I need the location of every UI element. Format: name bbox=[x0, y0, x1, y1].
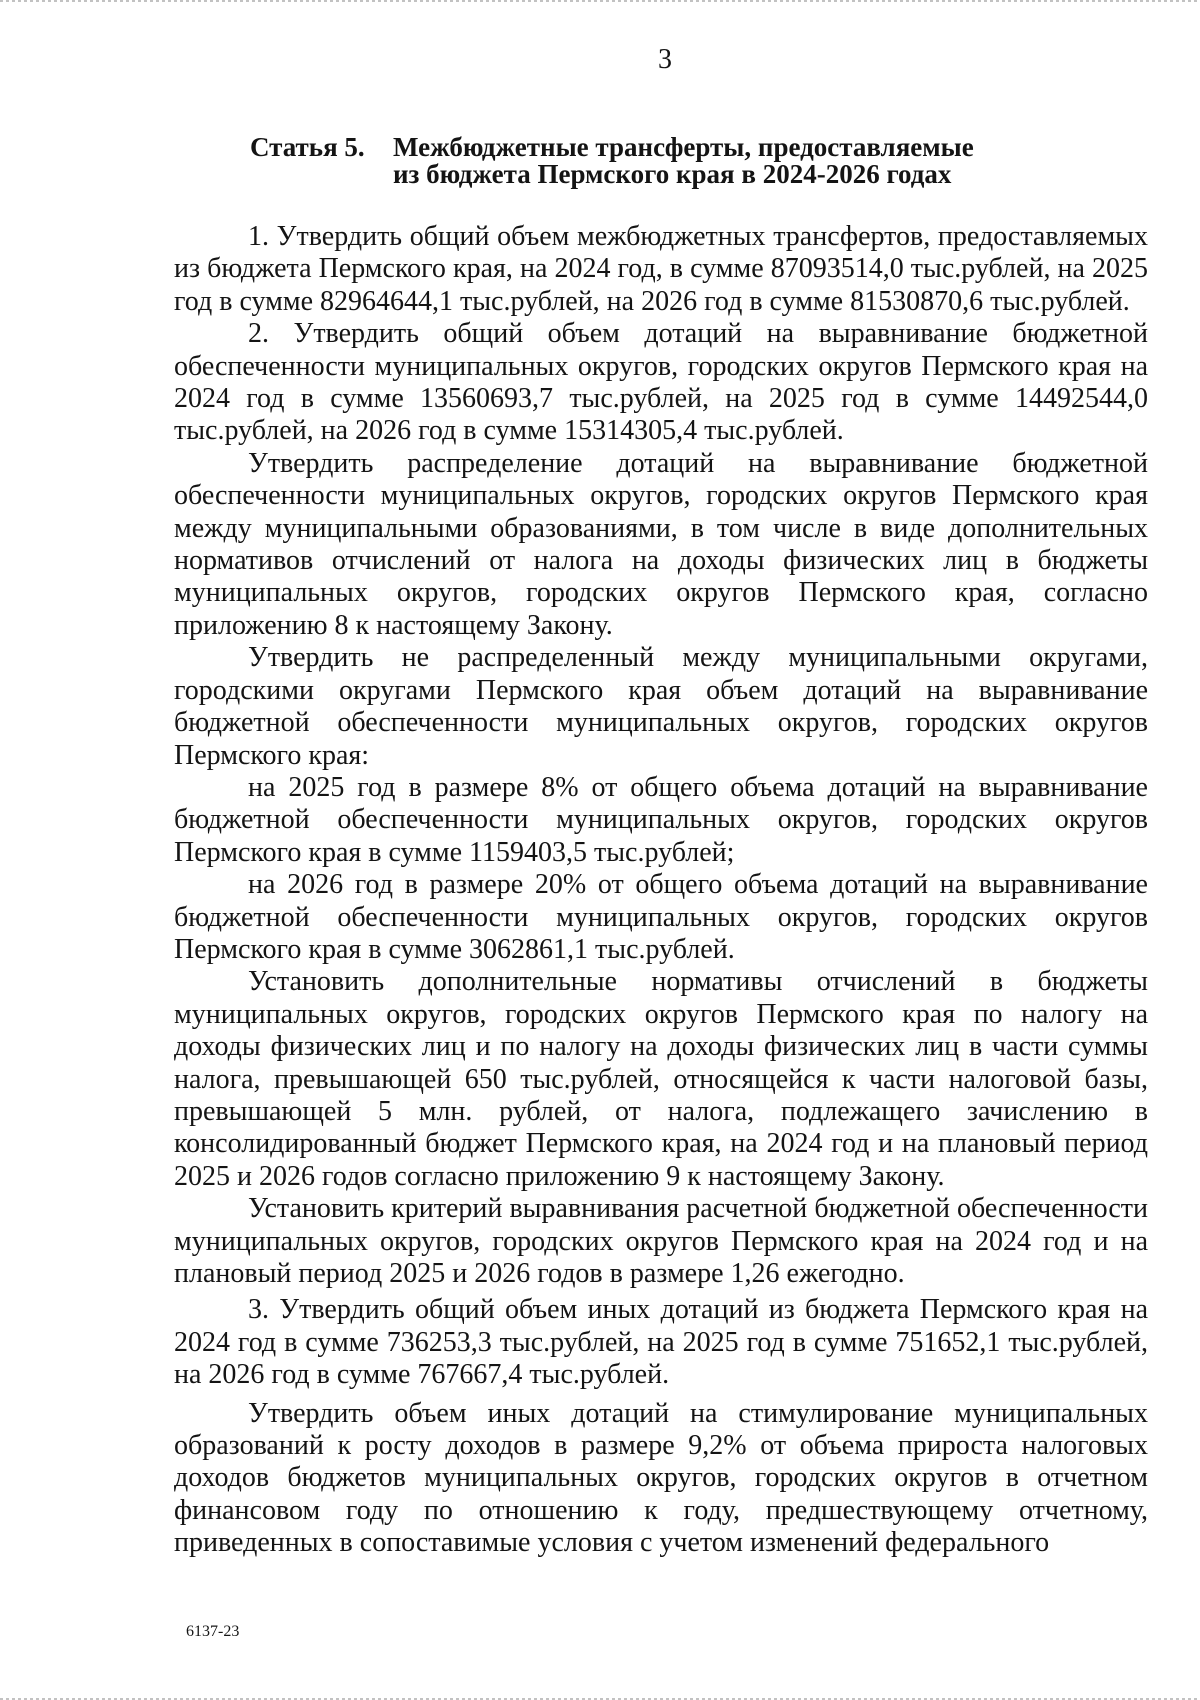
paragraph-subsidy-distribution: Утвердить распределение дотаций на выравнивание бюджетной обеспеченности муниципальных округов, городских округов Пермского края между муниципальными образованиями, в том числе в виде дополнительных нормативов отчислений от налога на доходы физических лиц в бюджеты муниципальных округов, городских округов Пермского края, согласно приложению 8 к настоящему Закону. bbox=[174, 447, 1148, 641]
article-heading-row bbox=[250, 134, 974, 161]
article-title-line2: из бюджета Пермского края в 2024-2026 годах bbox=[393, 159, 952, 189]
scan-edge-top bbox=[0, 0, 1200, 2]
paragraph-1-total-transfers: 1. Утвердить общий объем межбюджетных трансфертов, предоставляемых из бюджета Пермского края, на 2024 год, в сумме 87093514,0 тыс.рублей, на 2025 год в сумме 82964644,1 тыс.рублей, на 2026 год в сумме 81530870,6 тыс.рублей. bbox=[174, 221, 1148, 317]
article-heading bbox=[250, 134, 974, 188]
page-number: 3 bbox=[658, 44, 672, 75]
paragraph-stimulation-subsidies: Утвердить объем иных дотаций на стимулирование муниципальных образований к росту доходов в размере 9,2% от объема прироста налоговых доходов бюджетов муниципальных округов, городских округов в отчетном финансовом году по отношению к году, предшествующему отчетному, приведенных в сопоставимые условия с учетом изменений федерального bbox=[174, 1397, 1148, 1559]
paragraph-undistributed-volume: Утвердить не распределенный между муниципальными округами, городскими округами Пермского края объем дотаций на выравнивание бюджетной обеспеченности муниципальных округов, городских округов Пермского края: bbox=[174, 642, 1148, 771]
article-label: Статья 5. bbox=[250, 132, 365, 162]
paragraph-2025-undistributed: на 2025 год в размере 8% от общего объема дотаций на выравнивание бюджетной обеспеченности муниципальных округов, городских округов Пермского края в сумме 1159403,5 тыс.рублей; bbox=[174, 771, 1148, 868]
paragraph-3-other-subsidies: 3. Утвердить общий объем иных дотаций из бюджета Пермского края на 2024 год в сумме 736253,3 тыс.рублей, на 2025 год в сумме 751652,1 тыс.рублей, на 2026 год в сумме 767667,4 тыс.рублей. bbox=[174, 1294, 1148, 1391]
article-title-line1: Межбюджетные трансферты, предоставляемые bbox=[393, 132, 974, 162]
paragraph-equalization-criterion: Установить критерий выравнивания расчетной бюджетной обеспеченности муниципальных округов, городских округов Пермского края на 2024 год и на плановый период 2025 и 2026 годов в размере 1,26 ежегодно. bbox=[174, 1193, 1148, 1289]
document-code: 6137-23 bbox=[186, 1623, 240, 1640]
paragraph-2026-undistributed: на 2026 год в размере 20% от общего объема дотаций на выравнивание бюджетной обеспеченности муниципальных округов, городских округов Пермского края в сумме 3062861,1 тыс.рублей. bbox=[174, 869, 1148, 965]
article-body bbox=[174, 221, 1148, 1560]
paragraph-2-equalization-subsidies: 2. Утвердить общий объем дотаций на выравнивание бюджетной обеспеченности муниципальных округов, городских округов Пермского края на 2024 год в сумме 13560693,7 тыс.рублей, на 2025 год в сумме 14492544,0 тыс.рублей, на 2026 год в сумме 15314305,4 тыс.рублей. bbox=[174, 318, 1148, 447]
paragraph-additional-norms: Установить дополнительные нормативы отчислений в бюджеты муниципальных округов, городских округов Пермского края по налогу на доходы физических лиц и по налогу на доходы физических лиц в части суммы налога, превышающей 650 тыс.рублей, относящейся к части налоговой базы, превышающей 5 млн. рублей, от налога, подлежащего зачислению в консолидированный бюджет Пермского края, на 2024 год и на плановый период 2025 и 2026 годов согласно приложению 9 к настоящему Закону. bbox=[174, 966, 1148, 1192]
